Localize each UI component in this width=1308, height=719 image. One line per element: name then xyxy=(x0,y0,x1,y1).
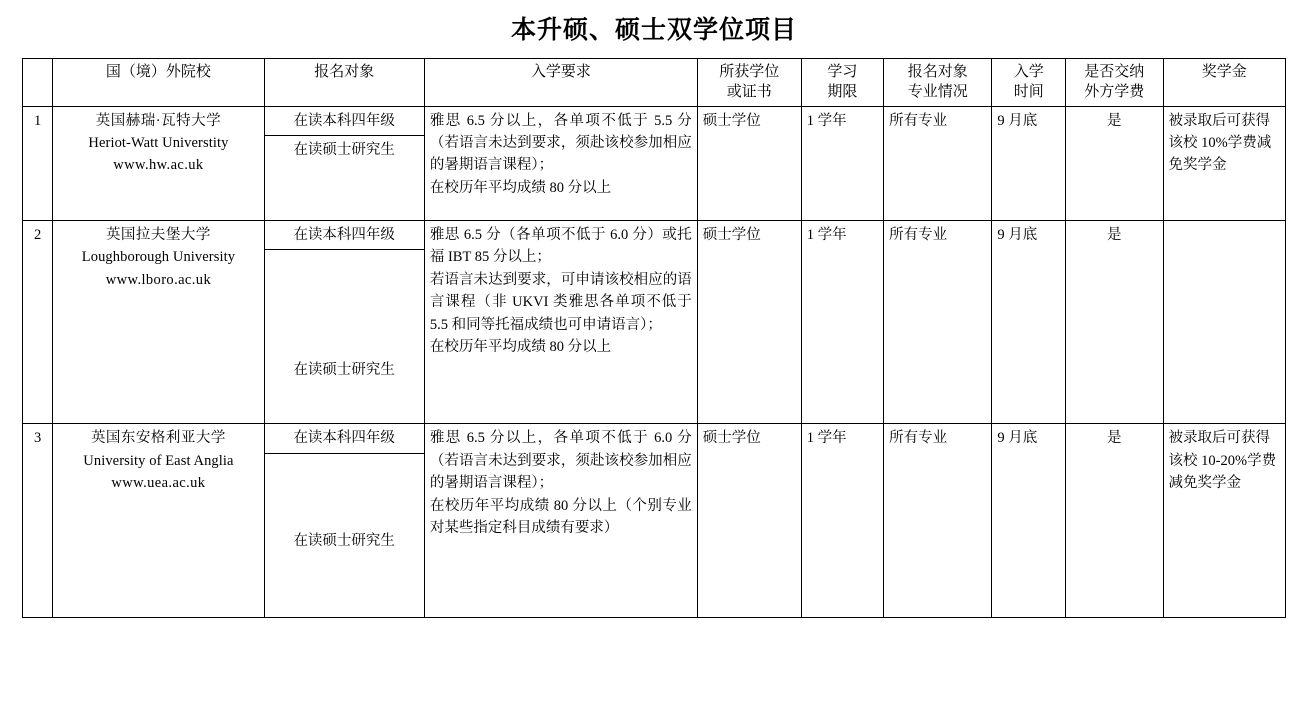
header-major xyxy=(884,59,992,107)
table-row xyxy=(23,424,1286,453)
requirement-line: 若语言未达到要求，可申请该校相应的语言课程（非 UKVI 类雅思各单项不低于 5.5 和同等托福成绩也可申请语言）； xyxy=(429,271,692,333)
row-index: 1 xyxy=(23,106,53,220)
applicant-undergrad: 在读本科四年级 xyxy=(264,424,424,453)
page-title: 本升硕、硕士双学位项目 xyxy=(510,17,797,44)
scholarship-cell: 被录取后可获得该校 10%学费减免奖学金 xyxy=(1163,106,1285,220)
document-page xyxy=(0,10,1308,719)
university-name-cn: 英国东安格利亚大学 xyxy=(90,430,226,447)
header-degree-line2: 或证书 xyxy=(726,84,772,101)
duration-cell: 1 学年 xyxy=(801,424,883,617)
scholarship-cell: 被录取后可获得该校 10-20%学费减免奖学金 xyxy=(1163,424,1285,617)
major-cell: 所有专业 xyxy=(884,106,992,220)
header-major-line2: 专业情况 xyxy=(907,84,968,101)
university-url: www.uea.ac.uk xyxy=(111,475,206,492)
requirement-line: 雅思 6.5 分以上，各单项不低于 5.5 分（若语言未达到要求，须赴该校参加相应的暑期语言课程）； xyxy=(429,112,692,174)
table-row xyxy=(23,220,1286,249)
requirement-line: 雅思 6.5 分以上，各单项不低于 6.0 分（若语言未达到要求，须赴该校参加相应的暑期语言课程）； xyxy=(429,430,692,492)
requirement-line: 在校历年平均成绩 80 分以上 xyxy=(429,339,612,356)
requirement-line: 在校历年平均成绩 80 分以上（个别专业对某些指定科目成绩有要求） xyxy=(429,497,692,537)
row-index: 2 xyxy=(23,220,53,423)
duration-cell: 1 学年 xyxy=(801,106,883,220)
requirements-cell xyxy=(424,106,697,220)
fee-cell: 是 xyxy=(1066,424,1163,617)
major-cell: 所有专业 xyxy=(884,424,992,617)
header-fee xyxy=(1066,59,1163,107)
requirements-cell xyxy=(424,220,697,423)
header-applicant: 报名对象 xyxy=(264,59,424,107)
degree-cell: 硕士学位 xyxy=(697,220,801,423)
header-duration-line2: 期限 xyxy=(827,84,858,101)
requirement-line: 雅思 6.5 分（各单项不低于 6.0 分）或托福 IBT 85 分以上； xyxy=(429,226,692,266)
table-row xyxy=(23,106,1286,135)
university-name-en: Heriot-Watt Universtity xyxy=(88,134,229,151)
university-name-en: University of East Anglia xyxy=(83,452,234,469)
entry-time-cell: 9 月底 xyxy=(992,106,1066,220)
header-duration-line1: 学习 xyxy=(827,64,858,80)
university-name-en: Loughborough University xyxy=(81,249,236,266)
header-entry-line1: 入学 xyxy=(1013,64,1044,80)
header-fee-line2: 外方学费 xyxy=(1084,84,1145,101)
entry-time-cell: 9 月底 xyxy=(992,424,1066,617)
university-cell xyxy=(53,106,264,220)
university-name-cn: 英国拉夫堡大学 xyxy=(105,226,211,243)
header-fee-line1: 是否交纳 xyxy=(1084,64,1145,80)
requirement-line: 在校历年平均成绩 80 分以上 xyxy=(429,179,612,196)
header-degree xyxy=(697,59,801,107)
table-body xyxy=(23,106,1286,617)
applicant-master: 在读硕士研究生 xyxy=(264,135,424,220)
header-university: 国（境）外院校 xyxy=(53,59,264,107)
applicant-master: 在读硕士研究生 xyxy=(264,250,424,424)
duration-cell: 1 学年 xyxy=(801,220,883,423)
fee-cell: 是 xyxy=(1066,220,1163,423)
header-duration xyxy=(801,59,883,107)
header-row xyxy=(23,59,1286,107)
fee-cell: 是 xyxy=(1066,106,1163,220)
header-degree-line1: 所获学位 xyxy=(719,64,780,80)
header-entry-time xyxy=(992,59,1066,107)
header-requirements: 入学要求 xyxy=(424,59,697,107)
applicant-undergrad: 在读本科四年级 xyxy=(264,220,424,249)
applicant-master: 在读硕士研究生 xyxy=(264,453,424,617)
requirements-cell xyxy=(424,424,697,617)
header-major-line1: 报名对象 xyxy=(907,64,968,80)
degree-cell: 硕士学位 xyxy=(697,106,801,220)
header-index xyxy=(23,59,53,107)
university-cell xyxy=(53,220,264,423)
programs-table xyxy=(22,58,1286,618)
scholarship-cell xyxy=(1163,220,1285,423)
university-name-cn: 英国赫瑞·瓦特大学 xyxy=(95,112,222,129)
table-header xyxy=(23,59,1286,107)
university-url: www.hw.ac.uk xyxy=(113,157,204,174)
university-url: www.lboro.ac.uk xyxy=(105,271,212,288)
header-scholarship: 奖学金 xyxy=(1163,59,1285,107)
row-index: 3 xyxy=(23,424,53,617)
major-cell: 所有专业 xyxy=(884,220,992,423)
entry-time-cell: 9 月底 xyxy=(992,220,1066,423)
degree-cell: 硕士学位 xyxy=(697,424,801,617)
header-entry-line2: 时间 xyxy=(1013,84,1044,101)
university-cell xyxy=(53,424,264,617)
applicant-undergrad: 在读本科四年级 xyxy=(264,106,424,135)
